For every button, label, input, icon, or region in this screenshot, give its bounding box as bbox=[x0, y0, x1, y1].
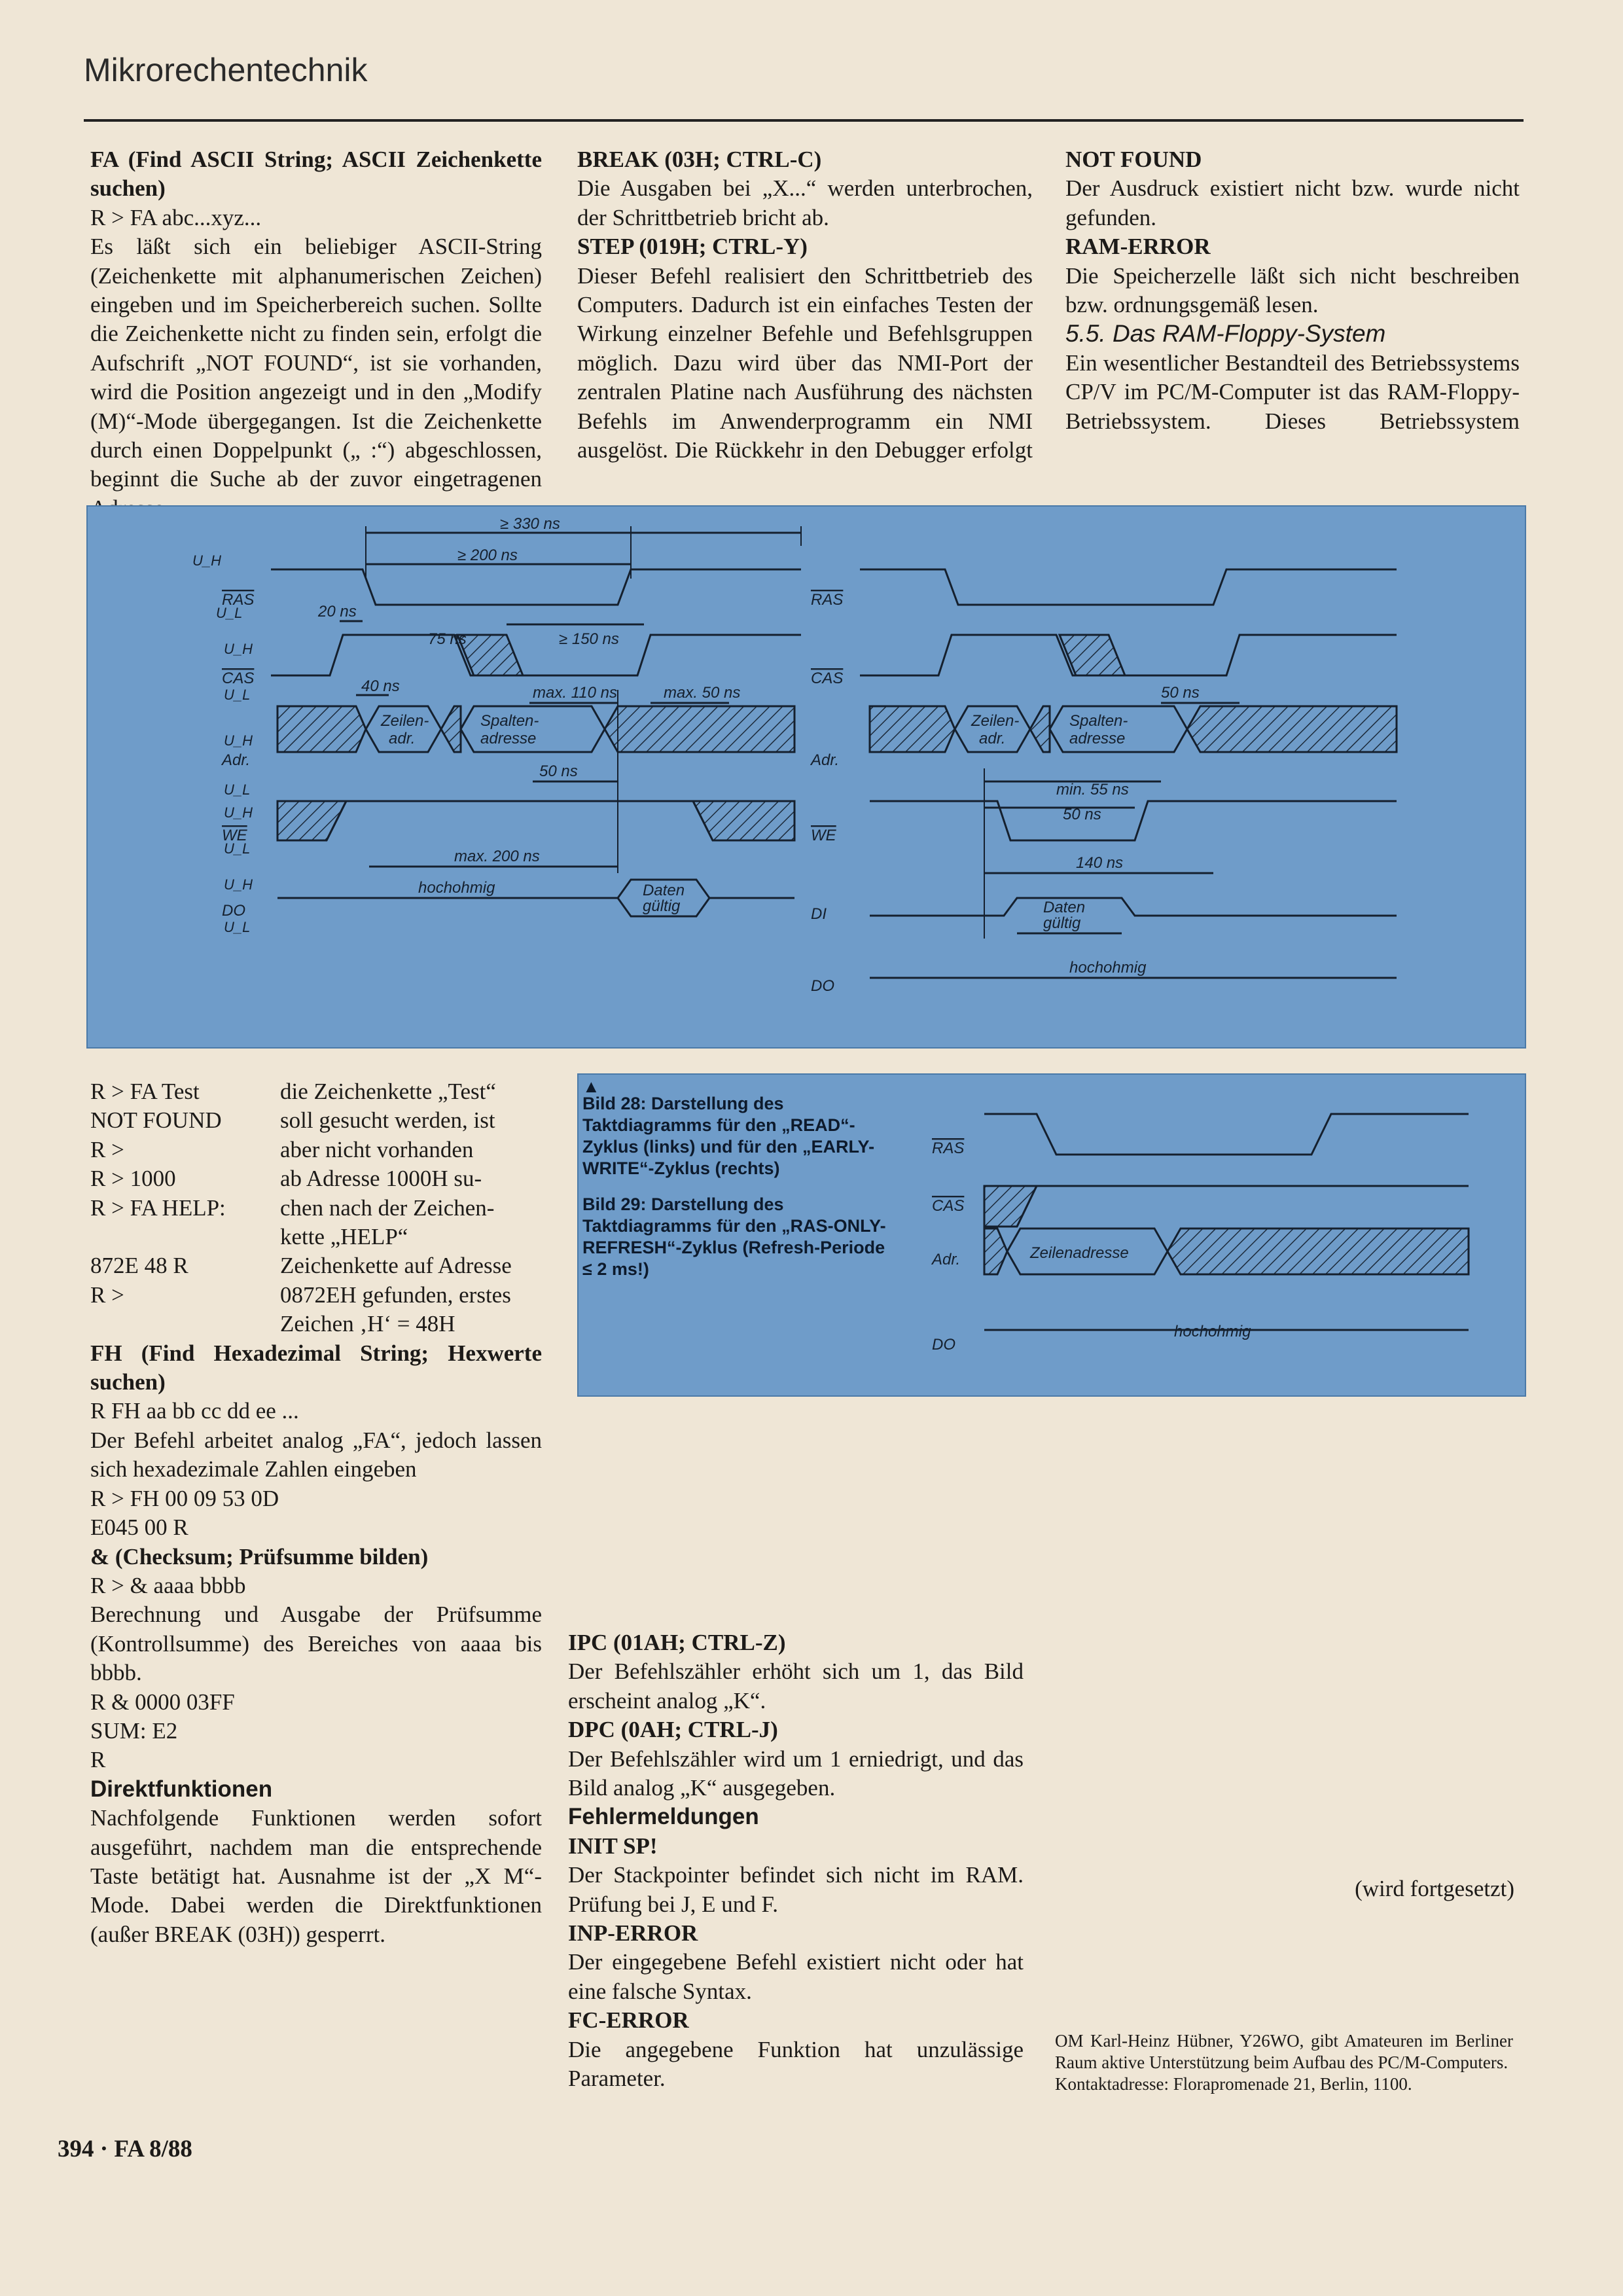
column-3-bottom bbox=[1056, 1424, 1514, 1903]
timing-svg bbox=[88, 507, 1525, 1047]
read-ul-label-4: U_L bbox=[224, 840, 251, 857]
fh-title: FH (Find Hexadezimal String; Hexwerte suchen) bbox=[90, 1340, 542, 1395]
adr-zeilen: Zeilen- bbox=[381, 712, 429, 730]
w-di-daten: Daten bbox=[1043, 899, 1086, 916]
t-200: ≥ 200 ns bbox=[457, 547, 518, 564]
t-330: ≥ 330 ns bbox=[500, 515, 560, 533]
ram-error-title: RAM-ERROR bbox=[1065, 234, 1211, 260]
w-adr-zeilen: Zeilen- bbox=[971, 712, 1020, 730]
init-sp-desc: Der Stackpointer befindet sich nicht im RAM. Prüfung bei J, E und F. bbox=[568, 1862, 1024, 1917]
author-text: OM Karl-Heinz Hübner, Y26WO, gibt Amateuren im Berliner Raum aktive Unterstützung beim Aufbau des PC/M-Computers. bbox=[1055, 2031, 1513, 2072]
signal-ras: RAS bbox=[222, 591, 255, 609]
w-signal-ras: RAS bbox=[811, 591, 844, 609]
w-t-50: 50 ns bbox=[1161, 684, 1200, 702]
adr-spalten: Spalten- bbox=[480, 712, 539, 730]
read-ul-label-5: U_L bbox=[224, 919, 251, 935]
w-do-hochohmig: hochohmig bbox=[1069, 959, 1147, 977]
w-signal-cas: CAS bbox=[811, 670, 844, 687]
column-3-top bbox=[1065, 145, 1520, 437]
break-desc: Die Ausgaben bei „X...“ werden unterbrochen, der Schrittbetrieb bricht ab. bbox=[577, 175, 1033, 230]
example-row: R > FA Test die Zeichenkette „Test“ bbox=[90, 1079, 496, 1104]
page-footer: 394 · FA 8/88 bbox=[58, 2136, 192, 2162]
fc-error-desc: Die angegebene Funktion hat unzulässige Parameter. bbox=[568, 2036, 1024, 2092]
adr-read-1 bbox=[277, 706, 366, 752]
w-t-140: 140 ns bbox=[1076, 854, 1124, 872]
t-40: 40 ns bbox=[361, 677, 400, 695]
checksum-desc: Berechnung und Ausgabe der Prüfsumme (Kontrollsumme) des Bereiches von aaaa bis bbbb. bbox=[90, 1602, 542, 1686]
timing-diagram-read-write bbox=[86, 505, 1526, 1049]
t-150: ≥ 150 ns bbox=[559, 630, 619, 648]
not-found-desc: Der Ausdruck existiert nicht bzw. wurde nicht gefunden. bbox=[1065, 175, 1520, 230]
do-daten: Daten bbox=[643, 882, 685, 899]
checksum-syntax: R > & aaaa bbbb bbox=[90, 1572, 246, 1598]
ipc-title: IPC (01AH; CTRL-Z) bbox=[568, 1630, 786, 1655]
adr-adr: adr. bbox=[389, 730, 416, 747]
checksum-example-1: R & 0000 03FF bbox=[90, 1689, 235, 1715]
init-sp-title: INIT SP! bbox=[568, 1833, 658, 1859]
example-row: R > aber nicht vorhanden bbox=[90, 1136, 474, 1162]
read-uh-label-2: U_H bbox=[224, 641, 253, 657]
fc-error-title: FC-ERROR bbox=[568, 2007, 689, 2034]
w-signal-adr: Adr. bbox=[811, 751, 840, 769]
fh-example-2: E045 00 R bbox=[90, 1515, 188, 1541]
break-title: BREAK (03H; CTRL-C) bbox=[577, 147, 822, 172]
fh-example-1: R > FH 00 09 53 0D bbox=[90, 1485, 279, 1511]
w-adr-adr: adr. bbox=[979, 730, 1006, 747]
checksum-example-2: SUM: E2 bbox=[90, 1717, 178, 1744]
cas-read-wave bbox=[271, 635, 801, 675]
w-signal-do: DO bbox=[811, 977, 834, 995]
fa-examples bbox=[90, 1077, 542, 1339]
checksum-example-3: R bbox=[90, 1747, 106, 1773]
t-110: max. 110 ns bbox=[533, 684, 617, 702]
t-200max: max. 200 ns bbox=[454, 848, 540, 865]
errors-heading: Fehlermeldungen bbox=[568, 1804, 759, 1830]
fh-desc: Der Befehl arbeitet analog „FA“, jedoch lassen sich hexadezimale Zahlen eingeben bbox=[90, 1427, 542, 1482]
step-desc: Dieser Befehl realisiert den Schrittbetrieb des Computers. Dadurch ist ein einfaches Testen der Wirkung einzelner Befehle und Befehlsgruppen möglich. Dazu wird über das NMI-Port der zentralen Platine nach Ausführung des nächsten Befehls im Anwenderprogramm ein NMI ausgelöst. Die Rückkehr in den Debugger erfolgt bbox=[577, 262, 1033, 463]
direct-desc: Nachfolgende Funktionen werden sofort ausgeführt, nachdem man die entsprechende Taste betätigt hat. Ausnahme ist der „X M“-Mode. Dabei werden die Direktfunktionen (außer BREAK (03H)) gesperrt. bbox=[90, 1805, 542, 1947]
read-uh-label: U_H bbox=[192, 552, 222, 569]
w-di-gueltig: gültig bbox=[1043, 914, 1081, 932]
author-contact: Kontaktadresse: Florapromenade 21, Berlin, 1100. bbox=[1055, 2074, 1412, 2094]
example-row: Zeichen ‚H‘ = 48H bbox=[280, 1311, 455, 1337]
w-t-50b: 50 ns bbox=[1063, 806, 1101, 823]
header-rule bbox=[84, 119, 1524, 122]
dpc-title: DPC (0AH; CTRL-J) bbox=[568, 1717, 778, 1743]
w-signal-we: WE bbox=[811, 827, 836, 844]
caption-fig28: Bild 28: Darstellung des Taktdiagramms für den „READ“-Zyklus (links) und für den „EARLY-WRITE“-Zyklus (rechts) bbox=[582, 1094, 875, 1178]
example-row: NOT FOUND soll gesucht werden, ist bbox=[90, 1107, 495, 1134]
fh-syntax: R FH aa bb cc dd ee ... bbox=[90, 1398, 299, 1424]
do-hochohmig: hochohmig bbox=[418, 879, 495, 897]
t-75: 75 ns bbox=[428, 630, 467, 648]
checksum-title: & (Checksum; Prüfsumme bilden) bbox=[90, 1543, 429, 1570]
section-title: Mikrorechentechnik bbox=[84, 52, 368, 88]
column-2-bottom bbox=[568, 1424, 1024, 2094]
w-adr-spalten: Spalten- bbox=[1069, 712, 1128, 730]
example-row: 872E 48 R Zeichenkette auf Adresse bbox=[90, 1253, 512, 1279]
author-note bbox=[1055, 2030, 1513, 2095]
caption-fig29: Bild 29: Darstellung des Taktdiagramms für den „RAS-ONLY-REFRESH“-Zyklus (Refresh-Periode ≤ 2 ms!) bbox=[582, 1194, 886, 1279]
ras-write-wave bbox=[860, 569, 1397, 605]
fa-desc: Es läßt sich ein beliebiger ASCII-String (Zeichenkette mit alphanumerischen Zeichen) eingeben und im Speicherbereich suchen. Sollte die Zeichenkette nicht zu finden sein, erfolgt die Aufschrift „NOT FOUND“, ist sie vorhanden, wird die Position angezeigt und in den „Modify (M)“-Mode übergegangen. Ist die Zeichenkette durch einen Doppelpunkt („ :“) abgeschlossen, beginnt die Suche ab der zuvor eingetragenen bbox=[90, 234, 542, 492]
r-signal-adr: Adr. bbox=[932, 1251, 961, 1268]
di-write-wave bbox=[870, 898, 1397, 916]
read-ul-label-3: U_L bbox=[224, 781, 251, 798]
w-adr-adresse: adresse bbox=[1069, 730, 1126, 747]
column-2-top bbox=[577, 145, 1033, 466]
adr-read-2 bbox=[441, 706, 461, 752]
fa-title: FA (Find ASCII String; ASCII Zeichenkette suchen) bbox=[90, 147, 542, 202]
cas-write-wave bbox=[860, 635, 1397, 675]
refresh-ras-wave bbox=[984, 1114, 1469, 1155]
we-read-wave bbox=[327, 801, 713, 840]
example-row: kette „HELP“ bbox=[280, 1224, 408, 1250]
ram-error-desc: Die Speicherzelle läßt sich nicht beschreiben bzw. ordnungsgemäß lesen. bbox=[1065, 262, 1520, 318]
read-uh-label-4: U_H bbox=[224, 804, 253, 821]
column-1-bottom bbox=[90, 1077, 542, 1949]
read-uh-label-5: U_H bbox=[224, 876, 253, 893]
r-signal-ras: RAS bbox=[932, 1139, 965, 1157]
step-title: STEP (019H; CTRL-Y) bbox=[577, 234, 808, 260]
example-row: R > 1000 ab Adresse 1000H su- bbox=[90, 1166, 482, 1192]
signal-we: WE bbox=[222, 827, 247, 844]
signal-do: DO bbox=[222, 902, 245, 920]
r-signal-do: DO bbox=[932, 1336, 955, 1354]
r-signal-cas: CAS bbox=[932, 1197, 965, 1215]
t-50max: max. 50 ns bbox=[664, 684, 741, 702]
column-1-top bbox=[90, 145, 542, 553]
floppy-desc: Ein wesentlicher Bestandteil des Betriebssystems CP/V im PC/M-Computer ist das RAM-Floppy-Betriebssystem. Dieses Betriebssystem bbox=[1065, 350, 1520, 434]
floppy-heading: 5.5. Das RAM-Floppy-System bbox=[1065, 320, 1386, 348]
fa-syntax: R > FA abc...xyz... bbox=[90, 204, 262, 230]
refresh-cas-hatch bbox=[984, 1186, 1037, 1227]
figure-captions bbox=[582, 1077, 890, 1295]
signal-cas: CAS bbox=[222, 670, 255, 687]
read-ul-label: U_L bbox=[216, 605, 243, 621]
we-read-2 bbox=[693, 801, 794, 840]
ipc-desc: Der Befehlszähler erhöht sich um 1, das Bild erscheint analog „K“. bbox=[568, 1659, 1024, 1713]
w-signal-di: DI bbox=[811, 905, 827, 923]
caption-arrow: ▲ bbox=[582, 1077, 600, 1096]
inp-error-desc: Der eingegebene Befehl existiert nicht oder hat eine falsche Syntax. bbox=[568, 1949, 1024, 2004]
example-row: R > FA HELP: chen nach der Zeichen- bbox=[90, 1194, 495, 1221]
w-t-min55: min. 55 ns bbox=[1056, 781, 1129, 798]
not-found-title: NOT FOUND bbox=[1065, 147, 1202, 172]
dpc-desc: Der Befehlszähler wird um 1 erniedrigt, und das Bild analog „K“ ausgegeben. bbox=[568, 1746, 1024, 1801]
direct-heading: Direktfunktionen bbox=[90, 1776, 273, 1802]
adr-adresse: adresse bbox=[480, 730, 537, 747]
inp-error-title: INP-ERROR bbox=[568, 1920, 698, 1946]
read-ul-label-2: U_L bbox=[224, 687, 251, 703]
adr-read-3 bbox=[605, 706, 794, 752]
r-hochohmig: hochohmig bbox=[1174, 1323, 1251, 1340]
continued-note: (wird fortgesetzt) bbox=[1355, 1876, 1514, 1901]
t-20: 20 ns bbox=[318, 603, 357, 620]
do-gueltig: gültig bbox=[643, 897, 681, 915]
ras-read-wave bbox=[271, 569, 801, 605]
read-uh-label-3: U_H bbox=[224, 732, 253, 749]
example-row: R > 0872EH gefunden, erstes bbox=[90, 1282, 511, 1308]
t-50: 50 ns bbox=[539, 762, 578, 780]
r-zeilenadresse: Zeilenadresse bbox=[1030, 1244, 1129, 1262]
signal-adr: Adr. bbox=[222, 751, 251, 769]
